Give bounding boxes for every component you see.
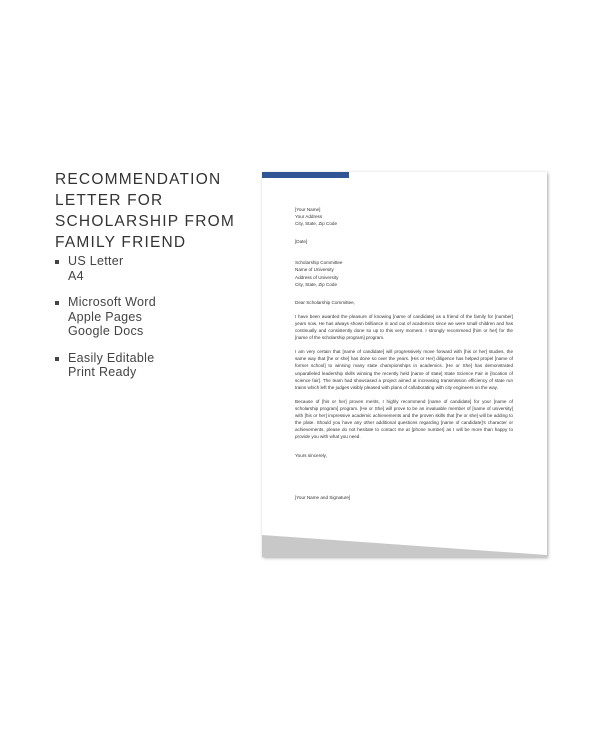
feature-list	[55, 254, 156, 392]
recipient-line: Address of University	[295, 274, 339, 280]
letter-paragraph: I am very certain that [name of candidate] will progressively move forward with [his or her] studies, the same way that [he or she] has done so over the years. [His or Her] diligence has helped propel [name of former school] to winning many state championships in academics. [He or She] has demonstrated unparalleled leadership skills winning the recently held [name of state] State Science Fair in [location of science fair]. The team had showcased a project aimed at increasing transmission efficiency of state run trains which left the judges visibly pleased with plans of collaborating with city engineers on the way.	[295, 349, 513, 390]
feature-item: Easily Editable	[68, 350, 155, 365]
letter-date: [Date]	[295, 239, 308, 245]
feature-item: Print Ready	[68, 365, 137, 379]
footer-shape	[262, 535, 547, 557]
accent-bar	[262, 172, 349, 178]
feature-group-formats	[55, 295, 156, 339]
recipient-line: Name of University	[295, 267, 334, 273]
sender-city: City, State, Zip Code	[295, 221, 338, 227]
closing: Yours sincerely,	[295, 453, 327, 459]
title-line: SCHOLARSHIP FROM	[55, 213, 235, 230]
feature-item: US Letter	[68, 254, 124, 268]
sender-address: Your Address	[295, 214, 323, 220]
feature-item: Google Docs	[68, 324, 144, 338]
title-line: RECOMMENDATION	[55, 171, 222, 188]
feature-item: Microsoft Word	[68, 295, 157, 309]
recipient-line: City, State, Zip Code	[295, 281, 338, 287]
bullet-icon	[55, 260, 59, 264]
letter-body	[295, 206, 513, 509]
letter-preview	[262, 172, 547, 557]
letter-paragraph: I have been awarded the pleasure of knowing [name of candidate] as a friend of the family for [number] years now. He has always shown brilliance in and out of academics since we were small children and has continually and consistently done so up to this very moment. I strongly recommend [him or her] for the [name of the scholarship program] program.	[295, 313, 513, 341]
salutation: Dear Scholarship Committee,	[295, 299, 355, 305]
feature-item: Apple Pages	[68, 309, 143, 324]
title-line: FAMILY FRIEND	[55, 234, 187, 251]
recipient-line: Scholarship Committee	[295, 260, 343, 266]
feature-group-editing	[55, 351, 156, 380]
signature: [Your Name and Signature]	[295, 495, 351, 501]
bullet-icon	[55, 357, 59, 361]
bullet-icon	[55, 301, 59, 305]
sender-name: [Your Name]	[295, 207, 321, 212]
feature-item: A4	[68, 268, 84, 283]
template-title	[55, 169, 255, 253]
title-line: LETTER FOR	[55, 192, 164, 209]
feature-group-sizes	[55, 254, 156, 283]
letter-paragraph: Because of [his or her] proven merits, I highly recommend [name of candidate] for your [name of scholarship program] program. [He or She] will prove to be an invaluable member of [name of university] with [his or her] impressive academic achievements and the proven skills that [he or she] will be adding to the plate. Should you have any other additional questions regarding [name of candidate]'s character or achievements, please do not hesitate to contact me at [phone number] as I will be more than happy to provide you with what you need.	[295, 398, 513, 440]
